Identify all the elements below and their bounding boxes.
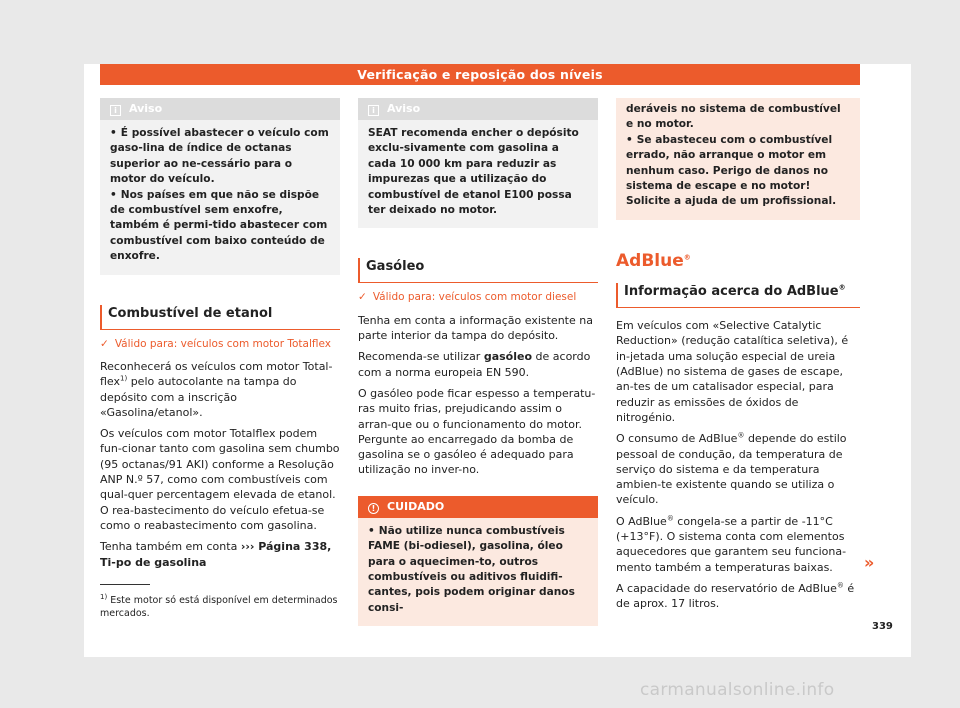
info-icon: i xyxy=(110,105,121,116)
paragraph xyxy=(616,431,860,507)
notice-label: Aviso xyxy=(129,102,163,115)
text: pelo autocolante na tampa do depósito com a inscrição «Gasolina/etanol». xyxy=(100,375,297,419)
footnote xyxy=(100,594,344,620)
footnote-text: Este motor só está disponível em determinados mercados. xyxy=(100,595,338,619)
column-1 xyxy=(100,98,340,576)
section-title-adblue-info xyxy=(616,283,860,308)
text: O consumo de AdBlue xyxy=(616,432,738,446)
check-icon: ✓ xyxy=(100,337,109,350)
caution-text: deráveis no sistema de combustível e no motor. xyxy=(626,103,841,131)
footnote-rule xyxy=(100,584,150,585)
registered-mark: ® xyxy=(683,253,691,262)
text: AdBlue xyxy=(616,250,684,271)
valid-for-text: Válido para: veículos com motor diesel xyxy=(372,291,577,304)
notice-header xyxy=(358,98,598,120)
notice-body xyxy=(100,120,340,265)
footnote-mark: 1) xyxy=(100,592,108,601)
text: congela-se a partir de -11°C (+13°F). O sistema conta com elementos aquecedores que garantem seu funciona-mento também a temperaturas baixas. xyxy=(616,514,847,574)
paragraph: O gasóleo pode ficar espesso a temperatu-ras muito frias, prejudicando assim o arran-que ou o funcionamento do motor. Pergunte ao encarregado da bomba de gasolina se o gasóleo é adequado para utilização no inver-no. xyxy=(358,386,596,477)
valid-for-text: Válido para: veículos com motor Totalflex xyxy=(114,337,332,350)
registered-mark: ® xyxy=(666,514,674,523)
caution-body xyxy=(616,98,860,210)
caution-item: • Não utilize nunca combustíveis FAME (bi-odiesel), gasolina, óleo para o aquecimen-to, outros combustíveis ou aditivos fluidifi-cantes, pois podem originar danos consi- xyxy=(368,524,588,616)
warning-icon: ! xyxy=(368,503,379,514)
page-header: Verificação e reposição dos níveis xyxy=(100,64,860,85)
footnote-ref: 1) xyxy=(120,374,128,383)
text: A capacidade do reservatório de AdBlue xyxy=(616,581,837,595)
caution-label: CUIDADO xyxy=(387,499,445,513)
watermark: carmanualsonline.info xyxy=(640,680,835,700)
page-number: 339 xyxy=(872,621,893,632)
notice-header xyxy=(100,98,340,120)
paragraph xyxy=(100,539,340,570)
text: Recomenda-se utilizar xyxy=(358,350,484,364)
text: depende do estilo pessoal de condução, da temperatura de serviço do sistema e da temperatura ambien-te existente quando se utiliza o veículo. xyxy=(616,432,847,507)
column-2 xyxy=(358,98,598,626)
paragraph xyxy=(358,349,598,380)
section-title-etanol: Combustível de etanol xyxy=(100,305,340,330)
continue-arrow-icon: » xyxy=(864,553,875,572)
registered-mark: ® xyxy=(737,431,745,440)
chapter-title-adblue xyxy=(616,250,860,271)
caution-box xyxy=(358,496,598,626)
caution-box-continued xyxy=(616,98,860,220)
paragraph: Tenha em conta a informação existente na parte interior da tampa do depósito. xyxy=(358,313,593,343)
paragraph xyxy=(616,514,860,575)
column-3 xyxy=(616,98,860,617)
notice-label: Aviso xyxy=(387,102,421,115)
notice-body: SEAT recomenda encher o depósito exclu-sivamente com gasolina a cada 10 000 km para reduzir as impurezas que a utilização do combustível de etanol E100 possa ter deixado no motor. xyxy=(368,127,579,217)
text: O AdBlue xyxy=(616,514,667,528)
notice-box xyxy=(100,98,340,275)
caution-header xyxy=(358,496,598,518)
paragraph xyxy=(616,581,860,612)
text: gasóleo xyxy=(483,350,533,364)
page-link[interactable]: ››› Página 338, Ti-po de gasolina xyxy=(100,540,332,569)
caution-item: • Se abasteceu com o combustível errado, não arranque o motor em nenhum caso. Perigo de danos no sistema de escape e no motor! Solicite a ajuda de um profissional. xyxy=(626,133,850,210)
notice-box xyxy=(358,98,598,228)
text: de acordo com a norma europeia EN 590. xyxy=(358,350,591,379)
check-icon: ✓ xyxy=(358,291,367,304)
paragraph: Os veículos com motor Totalflex podem fun-cionar tanto com gasolina sem chumbo (95 octanas/91 AKI) conforme a Resolução ANP N.º 57, como com combustíveis com qual-quer percentagem elevada de etanol. O rea-bastecimento do veículo efetua-se como o reabastecimento com gasolina. xyxy=(100,427,340,532)
paragraph: Em veículos com «Selective Catalytic Reduction» (redução catalítica seletiva), é in-jetada uma solução especial de ureia (AdBlue) no sistema de gases de escape, an-tes de um catalisador especial, para reduzir as emissões de óxidos de nitrogénio. xyxy=(616,319,849,424)
text: é de aprox. 17 litros. xyxy=(616,581,855,611)
notice-item: • Nos países em que não se dispõe de combustível sem enxofre, também é permi-tido abastecer com combustível com baixo conteúdo de enxofre. xyxy=(110,188,330,265)
valid-for xyxy=(100,337,340,352)
paragraph xyxy=(100,359,340,420)
registered-mark: ® xyxy=(836,581,844,590)
text: Informação acerca do AdBlue xyxy=(624,284,839,300)
info-icon: i xyxy=(368,105,379,116)
registered-mark: ® xyxy=(838,283,846,292)
caution-body xyxy=(358,518,598,616)
text: Reconhecerá os veículos com motor Total-flex xyxy=(100,359,333,389)
valid-for xyxy=(358,290,598,305)
text: Tenha também em conta xyxy=(100,540,241,554)
section-title-gasoleo: Gasóleo xyxy=(358,258,598,283)
notice-item: • É possível abastecer o veículo com gaso-lina de índice de octanas superior ao ne-cessário para o motor do veículo. xyxy=(110,126,330,188)
